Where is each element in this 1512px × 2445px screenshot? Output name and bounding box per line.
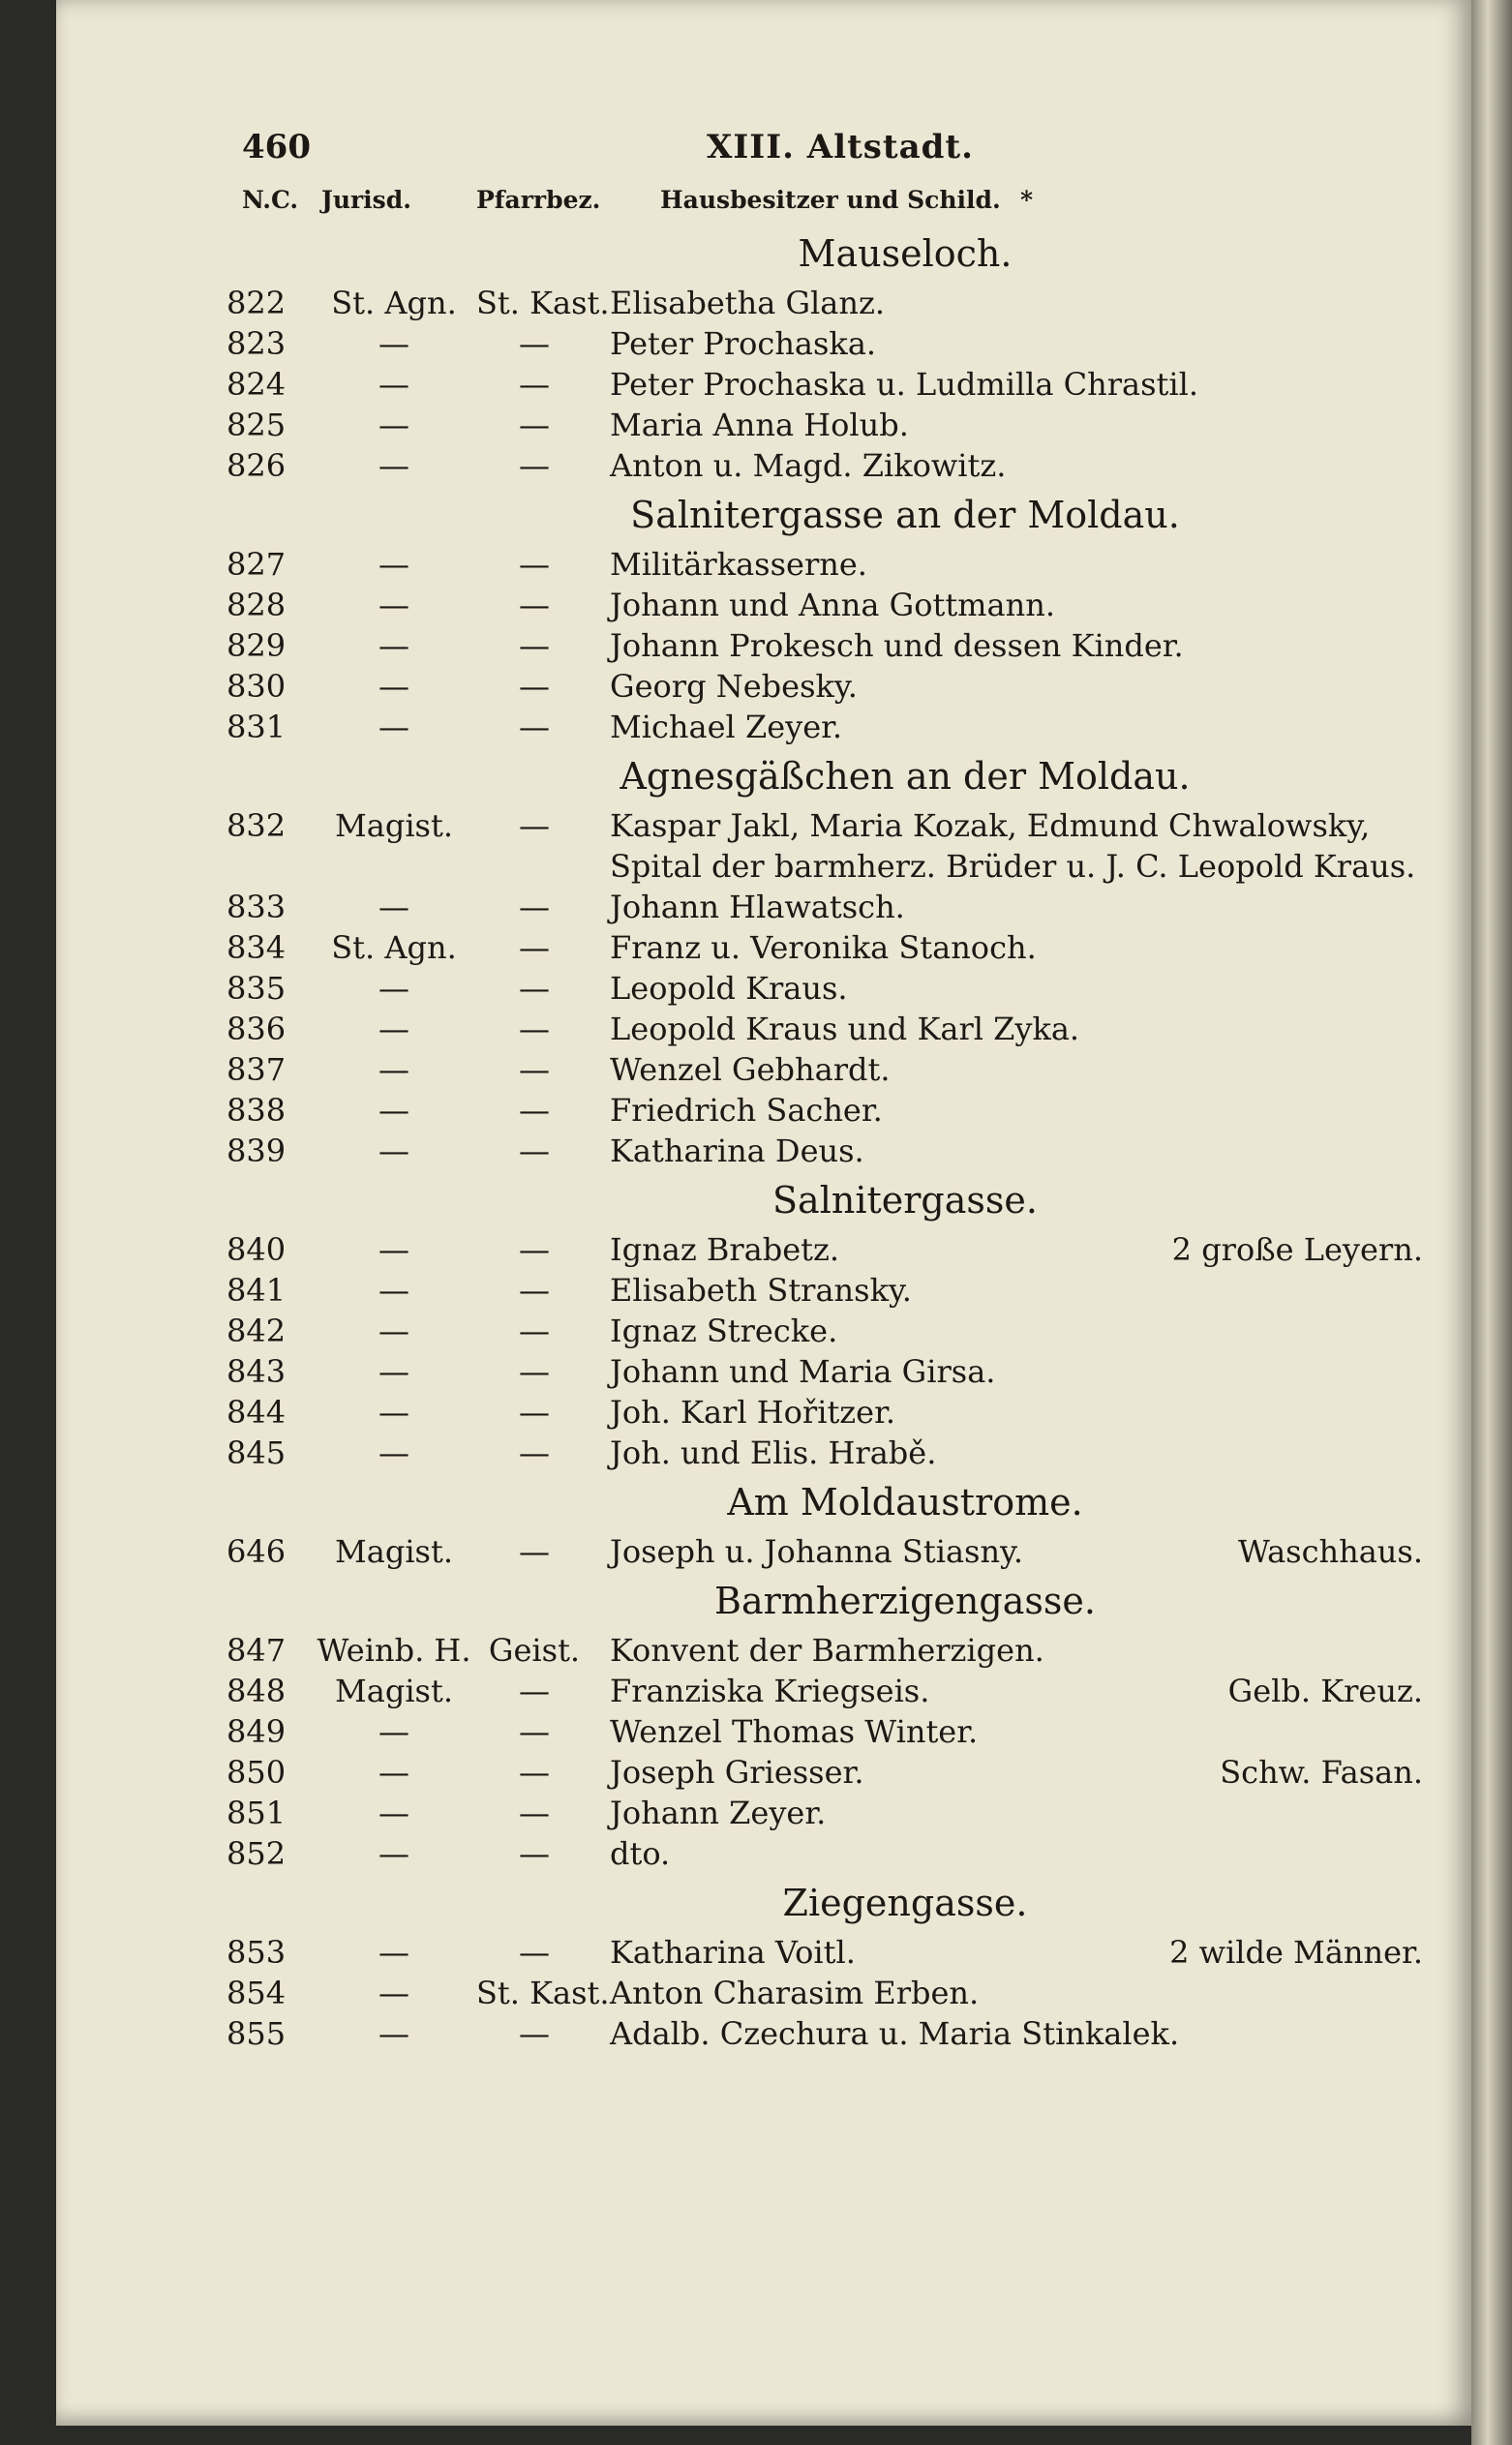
- column-header-number: N.C.: [242, 186, 299, 214]
- parish-cell: —: [519, 546, 550, 583]
- owner-name: Johann Hlawatsch.: [610, 889, 905, 925]
- jurisdiction-cell: —: [378, 1934, 409, 1971]
- jurisdiction-cell: —: [378, 1434, 409, 1471]
- table-row: [223, 283, 1413, 323]
- house-number: 830: [227, 668, 287, 705]
- owner-cell: [610, 1131, 1191, 1171]
- jurisdiction-cell: Magist.: [334, 1533, 453, 1570]
- house-number: 849: [227, 1713, 287, 1750]
- street-heading: Am Moldaustrome.: [727, 1481, 1083, 1524]
- house-sign: 2 große Leyern.: [1171, 1231, 1423, 1268]
- page-number: 460: [242, 128, 311, 166]
- house-number: 840: [227, 1231, 287, 1268]
- parish-cell: —: [519, 366, 550, 403]
- parish-cell: —: [519, 1231, 550, 1268]
- owner-cell: [610, 927, 1191, 968]
- house-number: 848: [227, 1673, 287, 1709]
- district-title: XIII. Altstadt.: [707, 128, 974, 166]
- table-row: [223, 445, 1413, 486]
- house-number: 828: [227, 587, 287, 623]
- parish-cell: —: [519, 1533, 550, 1570]
- owner-cell: [610, 445, 1191, 486]
- parish-cell: —: [519, 1673, 550, 1709]
- table-row: [223, 1711, 1413, 1752]
- owner-cell: [610, 2013, 1191, 2054]
- parish-cell: —: [519, 407, 550, 443]
- owner-name: Ignaz Brabetz.: [610, 1231, 840, 1268]
- jurisdiction-cell: —: [378, 627, 409, 664]
- owner-cell: [610, 1793, 1191, 1833]
- house-sign: 2 wilde Männer.: [1169, 1934, 1423, 1971]
- owner-cell: [610, 1973, 1191, 2013]
- house-number: 835: [227, 970, 287, 1007]
- jurisdiction-cell: —: [378, 366, 409, 403]
- house-number: 825: [227, 407, 287, 443]
- owner-cell: [610, 323, 1191, 364]
- jurisdiction-cell: —: [378, 1353, 409, 1390]
- parish-cell: —: [519, 1434, 550, 1471]
- jurisdiction-cell: —: [378, 1795, 409, 1831]
- owner-name: Ignaz Strecke.: [610, 1313, 838, 1349]
- jurisdiction-cell: —: [378, 1754, 409, 1791]
- table-row: [223, 1932, 1423, 1973]
- owner-name: Johann und Maria Girsa.: [610, 1353, 996, 1390]
- street-heading: Salnitergasse.: [772, 1179, 1038, 1222]
- table-row: [223, 544, 1413, 585]
- parish-cell: —: [519, 1835, 550, 1872]
- table-row: [223, 1833, 1413, 1874]
- owner-name: Wenzel Thomas Winter.: [610, 1713, 979, 1750]
- table-row: [223, 2013, 1413, 2054]
- owner-cell: [610, 1270, 1191, 1311]
- house-number: 839: [227, 1132, 287, 1169]
- table-row: [223, 1090, 1413, 1131]
- column-headers: [242, 186, 1074, 221]
- parish-cell: —: [519, 1713, 550, 1750]
- owner-name: Militärkasserne.: [610, 546, 867, 583]
- house-number: 838: [227, 1092, 287, 1129]
- jurisdiction-cell: —: [378, 1975, 409, 2011]
- owner-name: Maria Anna Holub.: [610, 407, 909, 443]
- column-header-parish: Pfarrbez.: [476, 186, 601, 214]
- jurisdiction-cell: —: [378, 2015, 409, 2052]
- parish-cell: —: [519, 1132, 550, 1169]
- table-row: [223, 1351, 1413, 1392]
- owner-name: Konvent der Barmherzigen.: [610, 1632, 1044, 1669]
- house-number: 841: [227, 1272, 287, 1309]
- jurisdiction-cell: —: [378, 1394, 409, 1431]
- jurisdiction-cell: —: [378, 709, 409, 745]
- jurisdiction-cell: —: [378, 1231, 409, 1268]
- parish-cell: —: [519, 587, 550, 623]
- parish-cell: St. Kast.: [476, 1975, 610, 2011]
- house-number: 833: [227, 889, 287, 925]
- owner-name: Anton u. Magd. Zikowitz.: [610, 447, 1007, 484]
- house-number: 837: [227, 1051, 287, 1088]
- owner-cell: [610, 805, 1416, 887]
- jurisdiction-cell: Magist.: [334, 1673, 453, 1709]
- parish-cell: —: [519, 807, 550, 844]
- owner-name: Peter Prochaska u. Ludmilla Chrastil.: [610, 366, 1199, 403]
- owner-name: Kaspar Jakl, Maria Kozak, Edmund Chwalowsky,: [610, 807, 1371, 844]
- table-row: [223, 887, 1413, 927]
- jurisdiction-cell: —: [378, 668, 409, 705]
- column-header-jurisdiction: Jurisd.: [321, 186, 411, 214]
- house-number: 855: [227, 2015, 287, 2052]
- owner-name: Peter Prochaska.: [610, 325, 877, 362]
- table-row: [223, 1671, 1423, 1711]
- parish-cell: Geist.: [488, 1632, 581, 1669]
- street-heading: Agnesgäßchen an der Moldau.: [620, 755, 1191, 798]
- owner-cell: [610, 364, 1199, 405]
- house-number: 827: [227, 546, 287, 583]
- parish-cell: —: [519, 1754, 550, 1791]
- jurisdiction-cell: St. Agn.: [331, 929, 457, 966]
- owner-name: Wenzel Gebhardt.: [610, 1051, 891, 1088]
- owner-cell: [610, 585, 1191, 625]
- house-sign: Gelb. Kreuz.: [1227, 1673, 1423, 1709]
- owner-cell: [610, 625, 1191, 666]
- owner-name: Joseph u. Johanna Stiasny.: [610, 1533, 1024, 1570]
- parish-cell: —: [519, 1051, 550, 1088]
- owner-cell: [610, 405, 1191, 445]
- house-number: 824: [227, 366, 287, 403]
- owner-name-continued: Spital der barmherz. Brüder u. J. C. Leopold Kraus.: [610, 848, 1416, 885]
- table-row: [223, 1793, 1413, 1833]
- owner-name: dto.: [610, 1835, 671, 1872]
- house-number: 836: [227, 1011, 287, 1047]
- owner-name: Leopold Kraus und Karl Zyka.: [610, 1011, 1080, 1047]
- owner-cell: [610, 1311, 1191, 1351]
- owner-name: Katharina Deus.: [610, 1132, 864, 1169]
- parish-cell: —: [519, 1934, 550, 1971]
- parish-cell: —: [519, 1394, 550, 1431]
- street-heading: Salnitergasse an der Moldau.: [630, 494, 1180, 536]
- jurisdiction-cell: Weinb. H.: [317, 1632, 471, 1669]
- owner-name: Joh. Karl Hořitzer.: [610, 1394, 896, 1431]
- jurisdiction-cell: —: [378, 447, 409, 484]
- house-number: 844: [227, 1394, 287, 1431]
- owner-cell: [610, 1392, 1191, 1433]
- table-row: [223, 1270, 1413, 1311]
- jurisdiction-cell: —: [378, 1092, 409, 1129]
- owner-cell: [610, 1630, 1191, 1671]
- house-number: 852: [227, 1835, 287, 1872]
- house-number: 823: [227, 325, 287, 362]
- parish-cell: —: [519, 1092, 550, 1129]
- owner-name: Georg Nebesky.: [610, 668, 858, 705]
- table-row: [223, 666, 1413, 707]
- jurisdiction-cell: —: [378, 1051, 409, 1088]
- house-number: 832: [227, 807, 287, 844]
- table-row: [223, 1009, 1413, 1049]
- house-number: 842: [227, 1313, 287, 1349]
- jurisdiction-cell: —: [378, 889, 409, 925]
- table-row: [223, 625, 1413, 666]
- owner-cell: [610, 666, 1191, 707]
- owner-name: Adalb. Czechura u. Maria Stinkalek.: [610, 2015, 1180, 2052]
- page-header: [242, 128, 1036, 176]
- column-header-owner: Hausbesitzer und Schild.: [660, 186, 1001, 214]
- parish-cell: —: [519, 1795, 550, 1831]
- house-number: 847: [227, 1632, 287, 1669]
- owner-cell: [610, 1433, 1191, 1473]
- jurisdiction-cell: —: [378, 546, 409, 583]
- house-number: 829: [227, 627, 287, 664]
- owner-name: Johann Prokesch und dessen Kinder.: [610, 627, 1184, 664]
- owner-cell: [610, 544, 1191, 585]
- street-heading: Barmherzigengasse.: [714, 1580, 1096, 1622]
- owner-name: Anton Charasim Erben.: [610, 1975, 980, 2011]
- owner-cell: [610, 707, 1191, 747]
- jurisdiction-cell: —: [378, 325, 409, 362]
- parish-cell: —: [519, 447, 550, 484]
- house-number: 822: [227, 285, 287, 321]
- table-row: [223, 1973, 1413, 2013]
- table-row: [223, 1433, 1413, 1473]
- table-row: [223, 405, 1413, 445]
- house-number: 646: [227, 1533, 287, 1570]
- jurisdiction-cell: —: [378, 587, 409, 623]
- table-row: [223, 1311, 1413, 1351]
- table-row: [223, 364, 1413, 405]
- owner-name: Franz u. Veronika Stanoch.: [610, 929, 1037, 966]
- house-number: 851: [227, 1795, 287, 1831]
- house-number: 826: [227, 447, 287, 484]
- table-row: [223, 1392, 1413, 1433]
- table-row: [223, 1229, 1423, 1270]
- owner-name: Joh. und Elis. Hrabě.: [610, 1434, 937, 1471]
- jurisdiction-cell: Magist.: [334, 807, 453, 844]
- house-number: 834: [227, 929, 287, 966]
- table-row: [223, 1049, 1413, 1090]
- house-number: 850: [227, 1754, 287, 1791]
- parish-cell: —: [519, 970, 550, 1007]
- jurisdiction-cell: —: [378, 407, 409, 443]
- owner-cell: [610, 887, 1191, 927]
- owner-name: Friedrich Sacher.: [610, 1092, 883, 1129]
- house-number: 845: [227, 1434, 287, 1471]
- house-sign: Waschhaus.: [1237, 1533, 1423, 1570]
- jurisdiction-cell: —: [378, 1272, 409, 1309]
- table-row: [223, 323, 1413, 364]
- owner-cell: [610, 1049, 1191, 1090]
- house-number: 854: [227, 1975, 287, 2011]
- table-row: [223, 1752, 1423, 1793]
- table-row: [223, 927, 1413, 968]
- jurisdiction-cell: —: [378, 1011, 409, 1047]
- owner-name: Johann Zeyer.: [610, 1795, 827, 1831]
- jurisdiction-cell: —: [378, 1132, 409, 1169]
- parish-cell: —: [519, 325, 550, 362]
- house-number: 853: [227, 1934, 287, 1971]
- house-number: 843: [227, 1353, 287, 1390]
- house-number: 831: [227, 709, 287, 745]
- jurisdiction-cell: —: [378, 970, 409, 1007]
- owner-cell: [610, 1090, 1191, 1131]
- table-row: [223, 1131, 1413, 1171]
- owner-cell: [610, 1711, 1191, 1752]
- book-spine: [1471, 0, 1512, 2445]
- owner-cell: [610, 283, 1191, 323]
- jurisdiction-cell: St. Agn.: [331, 285, 457, 321]
- parish-cell: —: [519, 627, 550, 664]
- table-row: [223, 805, 1416, 887]
- table-row: [223, 1630, 1413, 1671]
- parish-cell: —: [519, 1353, 550, 1390]
- owner-cell: [610, 968, 1191, 1009]
- owner-name: Johann und Anna Gottmann.: [610, 587, 1055, 623]
- parish-cell: —: [519, 929, 550, 966]
- parish-cell: —: [519, 1313, 550, 1349]
- owner-name: Elisabeth Stransky.: [610, 1272, 912, 1309]
- parish-cell: —: [519, 2015, 550, 2052]
- table-row: [223, 707, 1413, 747]
- owner-cell: [610, 1351, 1191, 1392]
- parish-cell: —: [519, 889, 550, 925]
- column-header-mark: *: [1020, 186, 1034, 214]
- street-heading: Mauseloch.: [798, 232, 1013, 275]
- parish-cell: —: [519, 668, 550, 705]
- jurisdiction-cell: —: [378, 1713, 409, 1750]
- owner-name: Michael Zeyer.: [610, 709, 843, 745]
- parish-cell: —: [519, 1272, 550, 1309]
- owner-name: Franziska Kriegseis.: [610, 1673, 930, 1709]
- house-sign: Schw. Fasan.: [1220, 1754, 1423, 1791]
- owner-cell: [610, 1009, 1191, 1049]
- owner-name: Katharina Voitl.: [610, 1934, 856, 1971]
- table-row: [223, 968, 1413, 1009]
- owner-cell: [610, 1833, 1191, 1874]
- owner-name: Elisabetha Glanz.: [610, 285, 885, 321]
- directory-listing: [223, 225, 1423, 2054]
- street-heading: Ziegengasse.: [782, 1882, 1028, 1924]
- jurisdiction-cell: —: [378, 1313, 409, 1349]
- owner-name: Joseph Griesser.: [610, 1754, 864, 1791]
- parish-cell: —: [519, 1011, 550, 1047]
- table-row: [223, 585, 1413, 625]
- parish-cell: —: [519, 709, 550, 745]
- table-row: [223, 1531, 1423, 1572]
- jurisdiction-cell: —: [378, 1835, 409, 1872]
- owner-name: Leopold Kraus.: [610, 970, 848, 1007]
- parish-cell: St. Kast.: [476, 285, 610, 321]
